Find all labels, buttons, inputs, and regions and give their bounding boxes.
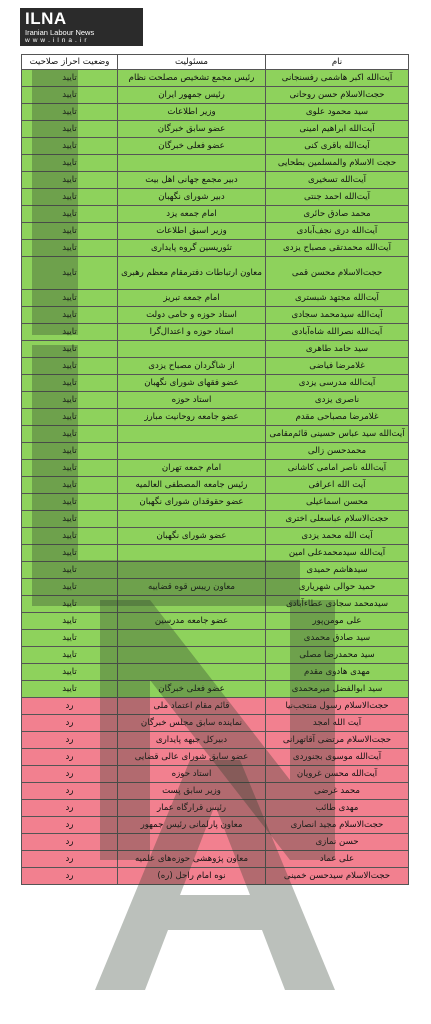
status-cell: تایید [22, 443, 118, 460]
role-cell: عضو سابق خبرگان [118, 121, 266, 138]
name-cell: آیت‌الله ابراهیم امینی [266, 121, 409, 138]
name-cell: سید محمدرضا مصلی [266, 647, 409, 664]
status-cell: تایید [22, 172, 118, 189]
name-cell: سید محمود علوی [266, 104, 409, 121]
status-cell: تایید [22, 647, 118, 664]
table-row [22, 477, 409, 494]
role-cell: عضو فقهای شورای نگهبان [118, 375, 266, 392]
status-cell: تایید [22, 409, 118, 426]
status-cell: تایید [22, 460, 118, 477]
name-cell: علی عماد [266, 851, 409, 868]
role-cell: دبیر مجمع جهانی اهل بیت [118, 172, 266, 189]
role-cell: عضو فعلی خبرگان [118, 681, 266, 698]
status-cell: تایید [22, 189, 118, 206]
role-cell [118, 443, 266, 460]
table-row [22, 868, 409, 885]
name-cell: آیت‌الله نصرالله شاه‌آبادی [266, 324, 409, 341]
status-cell: تایید [22, 545, 118, 562]
name-cell: آیت الله محمد یزدی [266, 528, 409, 545]
status-cell: تایید [22, 681, 118, 698]
name-cell: سید صادق محمدی [266, 630, 409, 647]
role-cell [118, 511, 266, 528]
status-cell: تایید [22, 579, 118, 596]
role-cell: وزیر سابق پست [118, 783, 266, 800]
table-row [22, 766, 409, 783]
name-cell: سید حامد طاهری [266, 341, 409, 358]
role-cell [118, 664, 266, 681]
name-cell: آیت‌الله دری نجف‌آبادی [266, 223, 409, 240]
role-cell: نوه امام راحل (ره) [118, 868, 266, 885]
status-cell: تایید [22, 307, 118, 324]
table-row [22, 681, 409, 698]
header-status: وضعیت احراز صلاحیت [22, 55, 118, 70]
table-row [22, 494, 409, 511]
table-row [22, 87, 409, 104]
table-row [22, 562, 409, 579]
name-cell: آیت‌الله باقری کنی [266, 138, 409, 155]
status-cell: تایید [22, 324, 118, 341]
status-cell: تایید [22, 257, 118, 290]
role-cell: دبیرکل جبهه پایداری [118, 732, 266, 749]
table-row [22, 155, 409, 172]
table-row [22, 630, 409, 647]
status-cell: تایید [22, 223, 118, 240]
table-row [22, 749, 409, 766]
name-cell: آیت‌الله موسوی بجنوردی [266, 749, 409, 766]
status-cell: رد [22, 800, 118, 817]
status-cell: تایید [22, 104, 118, 121]
table-row [22, 834, 409, 851]
role-cell: عضو سابق شورای عالی قضایی [118, 749, 266, 766]
status-cell: تایید [22, 664, 118, 681]
status-cell: رد [22, 732, 118, 749]
role-cell: عضو شورای نگهبان [118, 528, 266, 545]
role-cell [118, 834, 266, 851]
status-cell: رد [22, 817, 118, 834]
name-cell: حجت‌الاسلام عباسعلی اختری [266, 511, 409, 528]
table-row [22, 647, 409, 664]
table-row [22, 664, 409, 681]
name-cell: مهدی هادوی مقدم [266, 664, 409, 681]
role-cell [118, 155, 266, 172]
role-cell: امام جمعه تبریز [118, 290, 266, 307]
name-cell: آیت الله امجد [266, 715, 409, 732]
table-row [22, 240, 409, 257]
role-cell: معاون رییس قوه قضاییه [118, 579, 266, 596]
status-cell: تایید [22, 511, 118, 528]
role-cell: تئوریسین گروه پایداری [118, 240, 266, 257]
table-row [22, 121, 409, 138]
status-cell: تایید [22, 121, 118, 138]
logo-subtitle: Iranian Labour News [25, 28, 95, 37]
name-cell: محمد صادق حائری [266, 206, 409, 223]
role-cell: استاد حوزه و حامی دولت [118, 307, 266, 324]
role-cell: معاون ارتباطات دفترمقام معظم رهبری [118, 257, 266, 290]
role-cell [118, 426, 266, 443]
name-cell: محمدحسن زالی [266, 443, 409, 460]
name-cell: حجت‌الاسلام سیدحسن خمینی [266, 868, 409, 885]
role-cell: معاون پژوهشی حوزه‌های علمیه [118, 851, 266, 868]
status-cell: تایید [22, 528, 118, 545]
role-cell: نماینده سابق مجلس خبرگان [118, 715, 266, 732]
status-cell: تایید [22, 155, 118, 172]
role-cell: امام جمعه یزد [118, 206, 266, 223]
status-cell: تایید [22, 596, 118, 613]
name-cell: آیت‌الله محسن غرویان [266, 766, 409, 783]
status-cell: تایید [22, 613, 118, 630]
table-row [22, 443, 409, 460]
table-row [22, 783, 409, 800]
candidates-table [21, 54, 409, 885]
name-cell: علی مومن‌پور [266, 613, 409, 630]
name-cell: محسن اسماعیلی [266, 494, 409, 511]
status-cell: تایید [22, 426, 118, 443]
role-cell: امام جمعه تهران [118, 460, 266, 477]
name-cell: آیت‌الله مجتهد شبستری [266, 290, 409, 307]
table-row [22, 70, 409, 87]
status-cell: رد [22, 834, 118, 851]
status-cell: تایید [22, 358, 118, 375]
table-row [22, 138, 409, 155]
name-cell: حمید حوالی شهریاری [266, 579, 409, 596]
table-row [22, 596, 409, 613]
table-row [22, 375, 409, 392]
name-cell: حجت‌الاسلام محسن قمی [266, 257, 409, 290]
name-cell: آیت الله اعرافی [266, 477, 409, 494]
name-cell: آیت‌الله تسخیری [266, 172, 409, 189]
role-cell: استاد حوزه و اعتدال‌گرا [118, 324, 266, 341]
name-cell: آیت‌الله محمدتقی مصباح یزدی [266, 240, 409, 257]
name-cell: ناصری یزدی [266, 392, 409, 409]
table-row [22, 460, 409, 477]
status-cell: تایید [22, 138, 118, 155]
name-cell: غلامرضا فیاضی [266, 358, 409, 375]
header-role: مسئولیت [118, 55, 266, 70]
role-cell: عضو فعلی خبرگان [118, 138, 266, 155]
status-cell: رد [22, 715, 118, 732]
name-cell: حجت‌الاسلام حسن روحانی [266, 87, 409, 104]
name-cell: حجت الاسلام والمسلمین بطحایی [266, 155, 409, 172]
status-cell: تایید [22, 392, 118, 409]
name-cell: حجت‌الاسلام مرتضی آقاتهرانی [266, 732, 409, 749]
role-cell [118, 562, 266, 579]
role-cell [118, 545, 266, 562]
status-cell: تایید [22, 494, 118, 511]
table-row [22, 290, 409, 307]
role-cell: عضو جامعه روحانیت مبارز [118, 409, 266, 426]
name-cell: حجت‌الاسلام مجید انصاری [266, 817, 409, 834]
status-cell: تایید [22, 87, 118, 104]
role-cell: استاد حوزه [118, 392, 266, 409]
table-row [22, 613, 409, 630]
role-cell: عضو حقوقدان شورای نگهبان [118, 494, 266, 511]
status-cell: رد [22, 851, 118, 868]
role-cell: رئیس قرارگاه عمار [118, 800, 266, 817]
status-cell: رد [22, 868, 118, 885]
role-cell: وزیر اسبق اطلاعات [118, 223, 266, 240]
table-header-row [22, 55, 409, 70]
table-row [22, 392, 409, 409]
logo-title: ILNA [25, 9, 67, 28]
role-cell: استاد حوزه [118, 766, 266, 783]
name-cell: غلامرضا مصباحی مقدم [266, 409, 409, 426]
role-cell: رئیس جمهور ایران [118, 87, 266, 104]
status-cell: رد [22, 698, 118, 715]
name-cell: سیدمحمد سجادی عطاءآبادی [266, 596, 409, 613]
status-cell: تایید [22, 206, 118, 223]
table-row [22, 715, 409, 732]
role-cell [118, 630, 266, 647]
table-body [22, 70, 409, 885]
name-cell: سیدهاشم حمیدی [266, 562, 409, 579]
role-cell: عضو جامعه مدرسین [118, 613, 266, 630]
role-cell [118, 341, 266, 358]
status-cell: تایید [22, 630, 118, 647]
name-cell: حسن نمازی [266, 834, 409, 851]
table-row [22, 257, 409, 290]
status-cell: رد [22, 749, 118, 766]
name-cell: آیت‌الله سید عباس حسینی قائم‌مقامی [266, 426, 409, 443]
name-cell: سید ابوالفضل میرمحمدی [266, 681, 409, 698]
role-cell: دبیر شورای نگهبان [118, 189, 266, 206]
status-cell: تایید [22, 375, 118, 392]
table-row [22, 358, 409, 375]
status-cell: تایید [22, 562, 118, 579]
table-row [22, 511, 409, 528]
status-cell: تایید [22, 240, 118, 257]
status-cell: تایید [22, 290, 118, 307]
role-cell [118, 647, 266, 664]
name-cell: آیت‌الله اکبر هاشمی رفسنجانی [266, 70, 409, 87]
role-cell: از شاگردان مصباح یزدی [118, 358, 266, 375]
name-cell: آیت‌الله سیدمحمدعلی امین [266, 545, 409, 562]
logo-url: w w w . i l n a . i r [25, 37, 88, 44]
table-row [22, 341, 409, 358]
table-row [22, 189, 409, 206]
name-cell: آیت‌الله ناصر امامی کاشانی [266, 460, 409, 477]
role-cell [118, 596, 266, 613]
table-row [22, 732, 409, 749]
table-row [22, 426, 409, 443]
name-cell: مهدی طائب [266, 800, 409, 817]
name-cell: حجت‌الاسلام رسول منتجب‌نیا [266, 698, 409, 715]
role-cell: رئیس مجمع تشخیص مصلحت نظام [118, 70, 266, 87]
table-row [22, 545, 409, 562]
table-row [22, 800, 409, 817]
name-cell: آیت‌الله احمد جنتی [266, 189, 409, 206]
status-cell: تایید [22, 477, 118, 494]
name-cell: محمد غرضی [266, 783, 409, 800]
ilna-logo [20, 8, 143, 46]
name-cell: آیت‌الله مدرسی یزدی [266, 375, 409, 392]
table-row [22, 409, 409, 426]
status-cell: رد [22, 766, 118, 783]
role-cell: معاون پارلمانی رئیس جمهور [118, 817, 266, 834]
table-row [22, 223, 409, 240]
table-row [22, 104, 409, 121]
table-row [22, 172, 409, 189]
table-row [22, 307, 409, 324]
status-cell: رد [22, 783, 118, 800]
table-row [22, 851, 409, 868]
role-cell: رئیس جامعه المصطفی العالمیه [118, 477, 266, 494]
name-cell: آیت‌الله سیدمحمد سجادی [266, 307, 409, 324]
table-row [22, 206, 409, 223]
header-name: نام [266, 55, 409, 70]
table-row [22, 579, 409, 596]
role-cell: قائم مقام اعتماد ملی [118, 698, 266, 715]
role-cell: وزیر اطلاعات [118, 104, 266, 121]
table-row [22, 698, 409, 715]
status-cell: تایید [22, 341, 118, 358]
status-cell: تایید [22, 70, 118, 87]
table-row [22, 528, 409, 545]
table-row [22, 324, 409, 341]
table-row [22, 817, 409, 834]
